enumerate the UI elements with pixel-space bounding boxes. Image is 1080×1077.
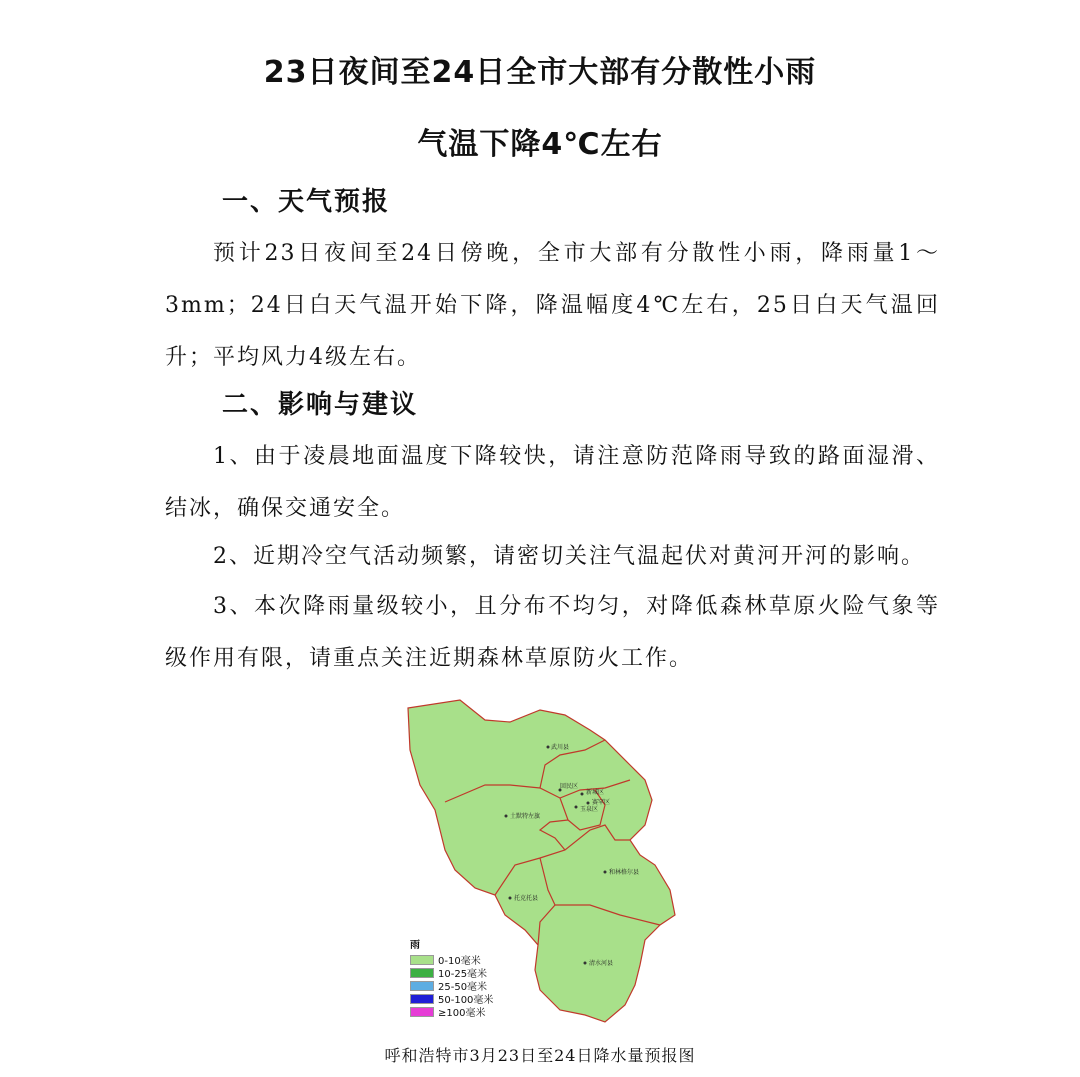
place-label: 玉泉区 xyxy=(580,806,599,813)
legend-label: 25-50毫米 xyxy=(438,982,488,993)
legend-label: ≥100毫米 xyxy=(438,1008,486,1019)
title-line-1: 23日夜间至24日全市大部有分散性小雨 xyxy=(263,55,817,90)
legend-label: 10-25毫米 xyxy=(438,969,488,980)
place-label: 赛罕区 xyxy=(592,799,611,806)
legend-label: 50-100毫米 xyxy=(438,995,494,1006)
legend-swatch xyxy=(410,994,434,1004)
advice-item-3: 3、本次降雨量级较小，且分布不均匀，对降低森林草原火险气象等级作用有限，请重点关注近期森林草原防火工作。 xyxy=(165,594,940,671)
place-label: 托克托县 xyxy=(514,895,539,902)
title-line-2: 气温下降4℃左右 xyxy=(417,127,663,162)
legend-swatch xyxy=(410,1007,434,1017)
legend-swatch xyxy=(410,981,434,991)
place-label: 新城区 xyxy=(586,789,605,796)
legend-label: 0-10毫米 xyxy=(438,956,481,967)
place-label: 土默特左旗 xyxy=(510,813,541,820)
advice-item-2: 2、近期冷空气活动频繁，请密切关注气温起伏对黄河开河的影响。 xyxy=(213,544,925,569)
legend-item xyxy=(410,1005,493,1018)
section-heading-advice: 二、影响与建议 xyxy=(222,390,419,420)
place-label: 回民区 xyxy=(560,783,579,790)
forecast-paragraph: 预计23日夜间至24日傍晚，全市大部有分散性小雨，降雨量1～3mm；24日白天气温开始下降，降温幅度4℃左右，25日白天气温回升；平均风力4级左右。 xyxy=(165,241,940,370)
legend-swatch xyxy=(410,955,434,965)
map-caption: 呼和浩特市3月23日至24日降水量预报图 xyxy=(384,1046,696,1065)
advice-item-1: 1、由于凌晨地面温度下降较快，请注意防范降雨导致的路面湿滑、结冰，确保交通安全。 xyxy=(165,444,940,521)
map-legend xyxy=(410,936,493,1018)
place-label: 和林格尔县 xyxy=(609,869,640,876)
place-label: 清水河县 xyxy=(589,960,614,967)
legend-swatch xyxy=(410,968,434,978)
legend-title: 雨 xyxy=(410,940,420,951)
section-heading-forecast: 一、天气预报 xyxy=(222,187,391,217)
place-label: 武川县 xyxy=(551,744,570,751)
